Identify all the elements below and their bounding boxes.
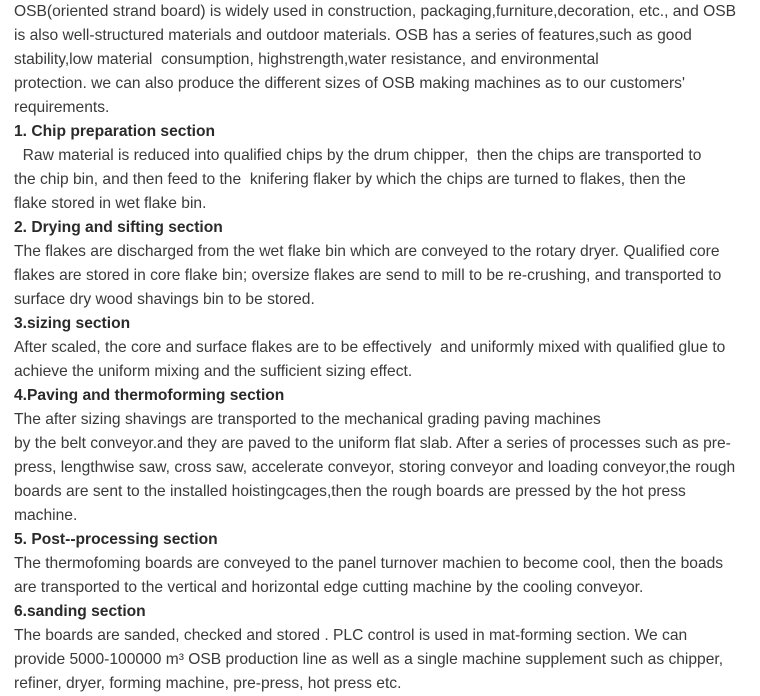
section-line: The thermofoming boards are conveyed to the panel turnover machien to become cool, then the boads [14,555,724,572]
intro-line: is also well-structured materials and outdoor materials. OSB has a series of features,such as good [14,27,692,44]
section-line: by the belt conveyor.and they are paved to the uniform flat slab. After a series of processes such as pre- [14,435,731,452]
section-chip-preparation [14,120,746,216]
section-line: provide 5000-100000 m³ OSB production line as well as a single machine supplement such as chipper, [14,651,724,668]
section-heading: 4.Paving and thermoforming section [14,387,285,404]
intro-line: stability,low material consumption, highstrength,water resistance, and environmental [14,51,599,68]
section-line: Raw material is reduced into qualified chips by the drum chipper, then the chips are transported to [14,147,702,164]
section-paving-thermoforming [14,384,746,528]
section-line: boards are sent to the installed hoistingcages,then the rough boards are pressed by the hot press [14,483,686,500]
section-line: are transported to the vertical and horizontal edge cutting machine by the cooling conveyor. [14,579,644,596]
section-heading: 3.sizing section [14,315,131,332]
section-line: flake stored in wet flake bin. [14,195,207,212]
section-heading: 6.sanding section [14,603,146,620]
section-line: The after sizing shavings are transported to the mechanical grading paving machines [14,411,601,428]
intro-paragraph [14,0,746,120]
section-drying-sifting [14,216,746,312]
section-line: flakes are stored in core flake bin; oversize flakes are send to mill to be re-crushing, and transported to [14,267,722,284]
section-line: machine. [14,507,78,524]
section-heading: 5. Post--processing section [14,531,218,548]
section-sanding [14,600,746,696]
intro-line: protection. we can also produce the different sizes of OSB making machines as to our customers' [14,75,685,92]
section-line: press, lengthwise saw, cross saw, accelerate conveyor, storing conveyor and loading conveyor,the rough [14,459,736,476]
section-line: refiner, dryer, forming machine, pre-press, hot press etc. [14,675,402,692]
section-line: surface dry wood shavings bin to be stored. [14,291,315,308]
intro-line: requirements. [14,99,110,116]
section-line: The flakes are discharged from the wet flake bin which are conveyed to the rotary dryer. Qualified core [14,243,720,260]
section-line: After scaled, the core and surface flakes are to be effectively and uniformly mixed with qualified glue to [14,339,726,356]
section-line: achieve the uniform mixing and the sufficient sizing effect. [14,363,413,380]
section-heading: 1. Chip preparation section [14,123,216,140]
section-line: the chip bin, and then feed to the knifering flaker by which the chips are turned to flakes, then the [14,171,686,188]
section-heading: 2. Drying and sifting section [14,219,223,236]
section-post-processing [14,528,746,600]
intro-line: OSB(oriented strand board) is widely used in construction, packaging,furniture,decoration, etc., and OSB [14,3,737,20]
section-line: The boards are sanded, checked and stored . PLC control is used in mat-forming section. We can [14,627,688,644]
section-sizing [14,312,746,384]
